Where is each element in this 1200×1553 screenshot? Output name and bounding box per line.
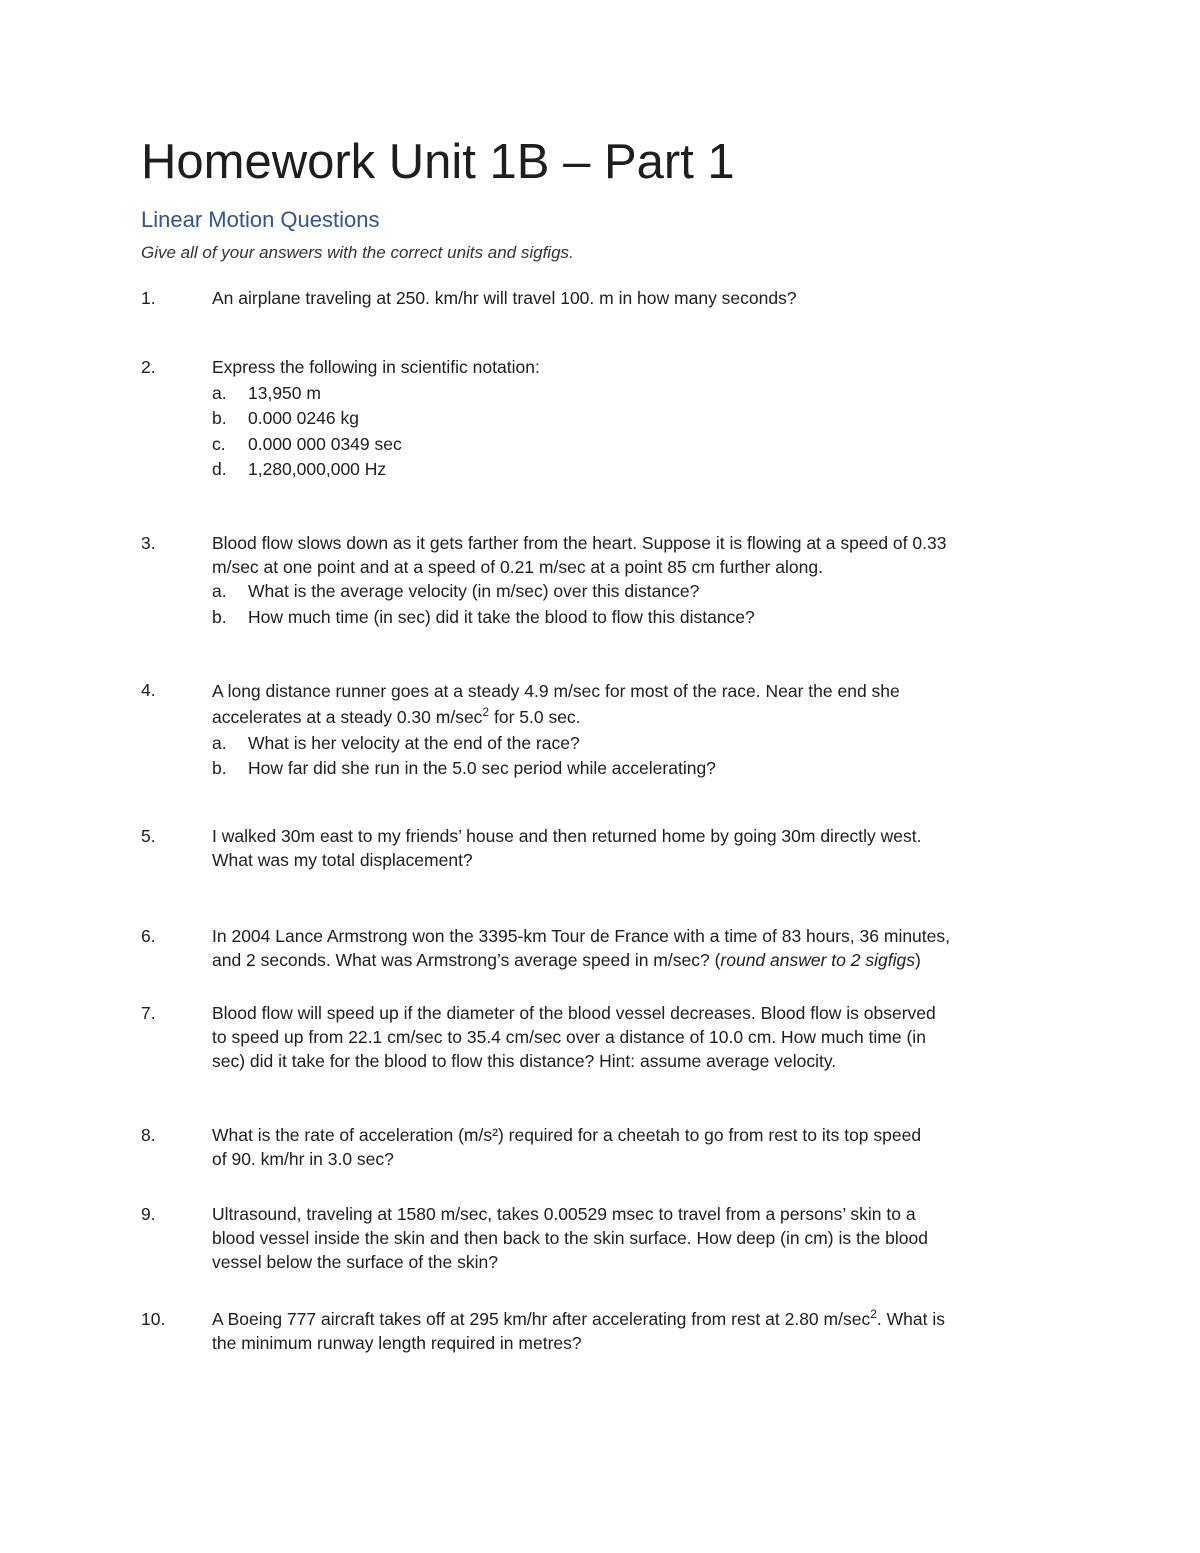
question-text-line-1: What is the rate of acceleration (m/s²) required for a cheetah to go from rest to its top speed: [212, 1125, 922, 1145]
sub-text: What is the average velocity (in m/sec) over this distance?: [248, 581, 700, 601]
sub-text: 0.000 000 0349 sec: [248, 433, 402, 454]
sub-question-c: [212, 432, 1062, 458]
sub-letter: a.: [212, 581, 227, 601]
question-text-line-1: Ultrasound, traveling at 1580 m/sec, takes 0.00529 msec to travel from a persons’ skin to a: [212, 1204, 916, 1224]
sub-letter: b.: [212, 408, 227, 428]
sub-question-a: [212, 579, 1062, 604]
question-number: 7.: [141, 1003, 156, 1023]
question-text-line-2: [212, 704, 1062, 730]
question-number: 1.: [141, 288, 156, 308]
text-segment: accelerates at a steady 0.30 m/sec: [212, 707, 483, 727]
question-text-line-2: the minimum runway length required in metres?: [212, 1333, 582, 1353]
sub-question-a: [212, 381, 1062, 407]
superscript: 2: [870, 1307, 877, 1322]
question-text-line-1: Blood flow slows down as it gets farther from the heart. Suppose it is flowing at a speed of 0.33: [212, 533, 947, 553]
sub-question-b: [212, 406, 1062, 432]
question-number: 5.: [141, 826, 156, 846]
italic-hint: round answer to 2 sigfigs: [720, 950, 915, 970]
question-text-line-1: I walked 30m east to my friends’ house and then returned home by going 30m directly west.: [212, 826, 922, 846]
superscript: 2: [482, 705, 490, 720]
text-segment: ): [914, 950, 921, 970]
section-subtitle: Linear Motion Questions: [141, 207, 380, 232]
question-text-line-2: of 90. km/hr in 3.0 sec?: [212, 1149, 394, 1169]
question-text-line-1: In 2004 Lance Armstrong won the 3395-km Tour de France with a time of 83 hours, 36 minutes,: [212, 926, 950, 946]
question-text-line-1: Blood flow will speed up if the diameter of the blood vessel decreases. Blood flow is observed: [212, 1003, 936, 1023]
text-segment: for 5.0 sec.: [489, 707, 581, 727]
question-number: 8.: [141, 1125, 156, 1145]
text-segment: . What is: [876, 1309, 945, 1329]
question-number: 2.: [141, 357, 156, 377]
sub-text: What is her velocity at the end of the race?: [248, 733, 580, 753]
question-text-line-3: vessel below the surface of the skin?: [212, 1252, 498, 1272]
question-number: 4.: [141, 680, 156, 700]
question-text-line-2: m/sec at one point and at a speed of 0.21 m/sec at a point 85 cm further along.: [212, 557, 823, 577]
sub-letter: c.: [212, 433, 226, 454]
instructions-text: Give all of your answers with the correct units and sigfigs.: [141, 243, 574, 262]
sub-question-d: [212, 457, 1062, 483]
question-number: 10.: [141, 1309, 166, 1329]
question-text-line-3: sec) did it take for the blood to flow this distance? Hint: assume average velocity.: [212, 1051, 837, 1071]
question-text: An airplane traveling at 250. km/hr will travel 100. m in how many seconds?: [212, 288, 797, 308]
question-text-line-2: What was my total displacement?: [212, 850, 473, 870]
sub-letter: a.: [212, 733, 227, 753]
text-segment: and 2 seconds. What was Armstrong’s average speed in m/sec? (: [212, 950, 721, 970]
document-title: Homework Unit 1B – Part 1: [141, 135, 735, 189]
sub-question-b: [212, 604, 1062, 630]
sub-text: 1,280,000,000 Hz: [248, 459, 387, 479]
sub-text: How far did she run in the 5.0 sec period while accelerating?: [248, 758, 716, 778]
sub-letter: b.: [212, 607, 227, 627]
question-number: 6.: [141, 926, 156, 946]
sub-text: How much time (in sec) did it take the blood to flow this distance?: [248, 607, 755, 627]
question-text-line-1: A long distance runner goes at a steady 4.9 m/sec for most of the race. Near the end she: [212, 681, 900, 701]
sub-letter: a.: [212, 382, 227, 403]
question-text-line-2: [212, 948, 1062, 972]
question-text: Express the following in scientific notation:: [212, 357, 540, 377]
sub-letter: d.: [212, 459, 227, 479]
sub-text: 13,950 m: [248, 382, 321, 403]
question-number: 3.: [141, 533, 156, 553]
sub-text: 0.000 0246 kg: [248, 408, 359, 428]
sub-question-a: [212, 730, 1062, 756]
sub-question-b: [212, 756, 1062, 780]
text-segment: A Boeing 777 aircraft takes off at 295 km/hr after accelerating from rest at 2.80 m/sec: [212, 1309, 871, 1329]
sub-letter: b.: [212, 758, 227, 778]
question-text-line-2: to speed up from 22.1 cm/sec to 35.4 cm/sec over a distance of 10.0 cm. How much time (in: [212, 1027, 926, 1047]
question-text-line-2: blood vessel inside the skin and then back to the skin surface. How deep (in cm) is the blood: [212, 1228, 928, 1248]
question-text-line-1: [212, 1307, 1062, 1331]
question-number: 9.: [141, 1204, 156, 1224]
